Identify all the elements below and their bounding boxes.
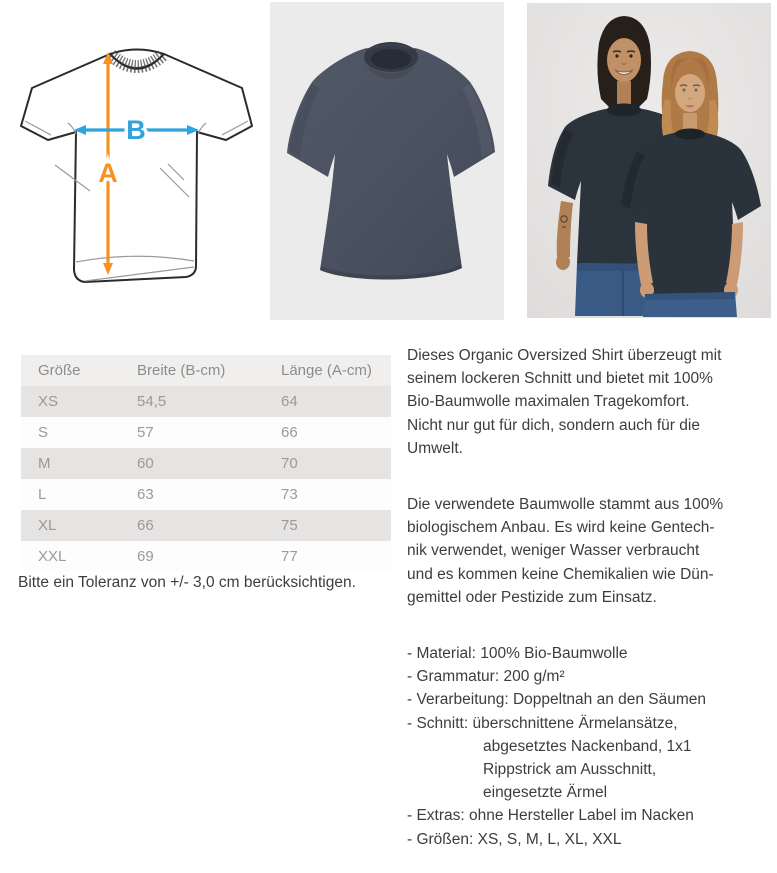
diagram-label-a: A — [98, 158, 118, 188]
product-description — [407, 344, 775, 851]
size-table-cell: XL — [38, 517, 57, 534]
size-table-body — [21, 386, 391, 572]
text-line: Nicht nur gut für dich, sondern auch für die — [407, 416, 700, 434]
size-table-cell: 69 — [137, 548, 154, 565]
models-wearing-shirt — [527, 3, 771, 318]
size-table-cell: S — [38, 424, 49, 441]
models-photo[interactable] — [527, 3, 771, 318]
size-table-cell: 70 — [281, 455, 298, 472]
size-table — [21, 355, 391, 572]
spec-line: - Verarbeitung: Doppeltnah an den Säumen — [407, 691, 707, 709]
size-table-row — [21, 541, 391, 572]
description-paragraph-2 — [407, 493, 775, 609]
size-table-header-row — [21, 355, 391, 386]
size-table-row — [21, 479, 391, 510]
diagram-label-b: B — [126, 115, 146, 145]
spec-line: eingesetzte Ärmel — [483, 784, 608, 802]
tshirt-outline — [21, 54, 252, 282]
text-line: Dieses Organic Oversized Shirt überzeugt mit — [407, 347, 722, 364]
size-table-cell: XS — [38, 393, 59, 410]
size-table-cell: 60 — [137, 455, 154, 472]
column-header: Breite (B-cm) — [137, 362, 226, 379]
text-line: Umwelt. — [407, 439, 463, 457]
text-line: gemittel oder Pestizide zum Einsatz. — [407, 588, 657, 606]
text-line: nik verwendet, weniger Wasser verbraucht — [407, 542, 700, 560]
size-table-cell: XXL — [38, 548, 67, 565]
spec-line: abgesetztes Nackenband, 1x1 — [483, 737, 692, 755]
product-photo[interactable] — [270, 2, 504, 320]
spec-line: Rippstrick am Ausschnitt, — [483, 761, 657, 779]
text-line: biologischem Anbau. Es wird keine Gentech- — [407, 519, 715, 537]
size-table-row — [21, 510, 391, 541]
spec-line: - Grammatur: 200 g/m² — [407, 668, 565, 686]
size-table-cell: 77 — [281, 548, 298, 565]
text-line: Die verwendete Baumwolle stammt aus 100% — [407, 496, 724, 514]
column-header: Länge (A-cm) — [281, 362, 372, 379]
text-line: seinem lockeren Schnitt und bietet mit 100% — [407, 370, 713, 388]
size-table-row — [21, 417, 391, 448]
size-table-cell: 66 — [137, 517, 154, 534]
oversized-shirt-front — [270, 2, 504, 320]
size-table-cell: 54,5 — [137, 393, 167, 410]
spec-line: - Größen: XS, S, M, L, XL, XXL — [407, 830, 622, 848]
spec-line: - Material: 100% Bio-Baumwolle — [407, 645, 628, 663]
spec-line: - Schnitt: überschnittene Ärmelansätze, — [407, 714, 678, 732]
size-table-cell: 73 — [281, 486, 298, 503]
size-table-cell: L — [38, 486, 47, 503]
description-paragraph-1 — [407, 344, 775, 460]
size-table-cell: 66 — [281, 424, 298, 441]
spec-line: - Extras: ohne Hersteller Label im Nacken — [407, 807, 694, 825]
size-table-cell: 57 — [137, 424, 154, 441]
text-line: und es kommen keine Chemikalien wie Dün- — [407, 565, 714, 583]
size-diagram-image[interactable] — [8, 10, 258, 310]
size-table-cell: 63 — [137, 486, 154, 503]
tshirt-measurement-diagram — [8, 10, 258, 310]
size-table-cell: M — [38, 455, 51, 472]
size-table-cell: 75 — [281, 517, 298, 534]
text-line: Bio-Baumwolle maximalen Tragekomfort. — [407, 393, 690, 411]
tolerance-note: Bitte ein Toleranz von +/- 3,0 cm berücksichtigen. — [18, 574, 356, 591]
product-specs-list — [407, 642, 775, 851]
column-header: Größe — [38, 362, 81, 379]
size-table-row — [21, 386, 391, 417]
size-table-cell: 64 — [281, 393, 298, 410]
size-table-row — [21, 448, 391, 479]
